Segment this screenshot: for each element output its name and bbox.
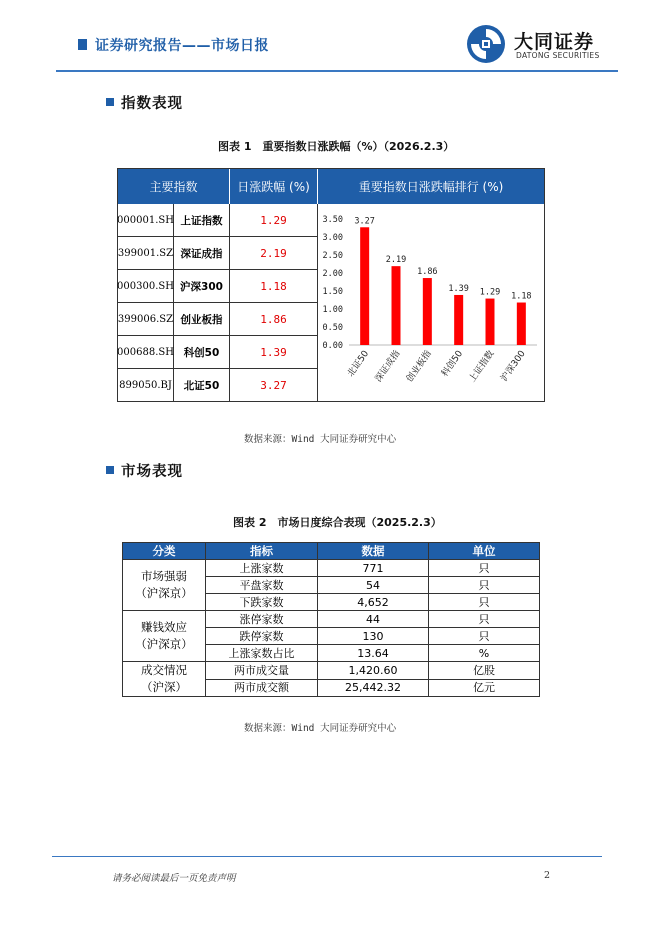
- footer-divider: [52, 856, 602, 857]
- header-marker: [78, 39, 87, 50]
- index-ranking-bar-chart: [319, 205, 543, 401]
- index-code: 000001.SH: [118, 204, 174, 237]
- y-tick-label: 3.50: [322, 215, 343, 225]
- metric-cell: 跌停家数: [206, 628, 318, 645]
- metric-cell: 涨停家数: [206, 611, 318, 628]
- table-row: [118, 303, 318, 336]
- x-category-label: 深证成指: [373, 348, 403, 385]
- index-change: 2.19: [230, 237, 318, 270]
- figure1-caption: 图表 1 重要指数日涨跌幅（%）（2026.2.3）: [218, 140, 455, 153]
- bar-6: [517, 303, 526, 345]
- value-cell: 1,420.60: [318, 662, 429, 680]
- section-title-index: 指数表现: [121, 96, 183, 112]
- y-tick-label: 1.00: [322, 305, 343, 315]
- table-row: [123, 662, 540, 680]
- index-name: 深证成指: [174, 237, 230, 270]
- metric-cell: 平盘家数: [206, 577, 318, 594]
- unit-cell: 亿元: [429, 679, 540, 697]
- index-code: 899050.BJ: [118, 369, 174, 402]
- header-chart-title: 重要指数日涨跌幅排行 (%): [318, 169, 544, 204]
- category-label: 赚钱效应: [141, 620, 187, 634]
- logo-text-cn: 大同证券: [514, 31, 595, 53]
- unit-cell: 只: [429, 577, 540, 594]
- table-header-row: [123, 543, 540, 560]
- x-category-label: 北证50: [346, 348, 372, 379]
- bar-4: [454, 295, 463, 345]
- bar-value-label: 3.27: [354, 216, 375, 227]
- x-category-label: 沪深300: [499, 348, 528, 384]
- market-overview-table: [122, 542, 540, 697]
- index-performance-table: [117, 168, 545, 402]
- value-cell: 771: [318, 560, 429, 577]
- x-category-label: 上证指数: [467, 348, 497, 385]
- section-marker: [106, 98, 114, 106]
- figure2-caption: 图表 2 市场日度综合表现（2025.2.3）: [233, 516, 442, 529]
- bar-5: [486, 299, 495, 345]
- index-name: 沪深300: [174, 270, 230, 303]
- x-category-label: 科创50: [440, 348, 466, 379]
- index-change: 1.39: [230, 336, 318, 369]
- header-divider: [56, 70, 618, 72]
- index-change: 1.86: [230, 303, 318, 336]
- category-scope: （沪深）: [141, 680, 187, 694]
- footer-disclaimer: 请务必阅读最后一页免责声明: [112, 873, 236, 884]
- page-number: 2: [544, 870, 551, 881]
- bar-2: [392, 266, 401, 345]
- category-cell: [123, 611, 206, 662]
- bar-1: [360, 227, 369, 345]
- bar-value-label: 1.18: [511, 291, 532, 302]
- category-label: 成交情况: [141, 663, 187, 677]
- table-row: [123, 560, 540, 577]
- index-code: 000688.SH: [118, 336, 174, 369]
- table-row: [118, 336, 318, 369]
- unit-cell: %: [429, 645, 540, 662]
- category-cell: [123, 662, 206, 697]
- header-category: 分类: [123, 543, 206, 560]
- section-title-market: 市场表现: [121, 464, 183, 480]
- report-title: 证券研究报告——市场日报: [95, 38, 269, 54]
- value-cell: 25,442.32: [318, 679, 429, 697]
- index-name: 创业板指: [174, 303, 230, 336]
- x-category-label: 创业板指: [404, 348, 434, 385]
- category-scope: （沪深京）: [135, 637, 193, 651]
- bar-value-label: 1.86: [417, 267, 438, 278]
- index-name: 上证指数: [174, 204, 230, 237]
- category-scope: （沪深京）: [135, 586, 193, 600]
- value-cell: 13.64: [318, 645, 429, 662]
- category-cell: [123, 560, 206, 611]
- header-daily-change: 日涨跌幅 (%): [230, 169, 318, 204]
- header-metric: 指标: [206, 543, 318, 560]
- category-label: 市场强弱: [141, 569, 187, 583]
- metric-cell: 上涨家数占比: [206, 645, 318, 662]
- y-tick-label: 1.50: [322, 287, 343, 297]
- figure2-source: 数据来源：Wind 大同证券研究中心: [244, 723, 397, 734]
- header-unit: 单位: [429, 543, 540, 560]
- index-name: 科创50: [174, 336, 230, 369]
- index-name: 北证50: [174, 369, 230, 402]
- unit-cell: 只: [429, 594, 540, 611]
- value-cell: 54: [318, 577, 429, 594]
- unit-cell: 只: [429, 560, 540, 577]
- bar-value-label: 2.19: [385, 255, 407, 266]
- index-code: 000300.SH: [118, 270, 174, 303]
- table-row: [118, 369, 318, 402]
- unit-cell: 亿股: [429, 662, 540, 680]
- table-row: [123, 611, 540, 628]
- section-marker: [106, 466, 114, 474]
- figure1-source: 数据来源：Wind 大同证券研究中心: [244, 434, 397, 445]
- value-cell: 130: [318, 628, 429, 645]
- unit-cell: 只: [429, 628, 540, 645]
- y-tick-label: 0.00: [322, 341, 343, 351]
- metric-cell: 上涨家数: [206, 560, 318, 577]
- logo-text-en: DATONG SECURITIES: [516, 51, 600, 60]
- index-change: 1.18: [230, 270, 318, 303]
- value-cell: 44: [318, 611, 429, 628]
- header-main-index: 主要指数: [118, 169, 230, 204]
- index-code: 399006.SZ: [118, 303, 174, 336]
- bar-3: [423, 278, 432, 345]
- table-row: [118, 204, 318, 237]
- metric-cell: 两市成交额: [206, 679, 318, 697]
- table-row: [118, 237, 318, 270]
- y-tick-label: 2.00: [322, 269, 343, 279]
- bar-value-label: 1.29: [479, 287, 501, 298]
- datong-logo-icon: [466, 24, 506, 64]
- metric-cell: 下跌家数: [206, 594, 318, 611]
- header-data: 数据: [318, 543, 429, 560]
- y-tick-label: 3.00: [322, 233, 343, 243]
- bar-value-label: 1.39: [448, 283, 469, 294]
- unit-cell: 只: [429, 611, 540, 628]
- index-change: 1.29: [230, 204, 318, 237]
- y-tick-label: 0.50: [322, 323, 343, 333]
- index-code: 399001.SZ: [118, 237, 174, 270]
- table-row: [118, 270, 318, 303]
- value-cell: 4,652: [318, 594, 429, 611]
- metric-cell: 两市成交量: [206, 662, 318, 680]
- index-change: 3.27: [230, 369, 318, 402]
- y-tick-label: 2.50: [322, 251, 343, 261]
